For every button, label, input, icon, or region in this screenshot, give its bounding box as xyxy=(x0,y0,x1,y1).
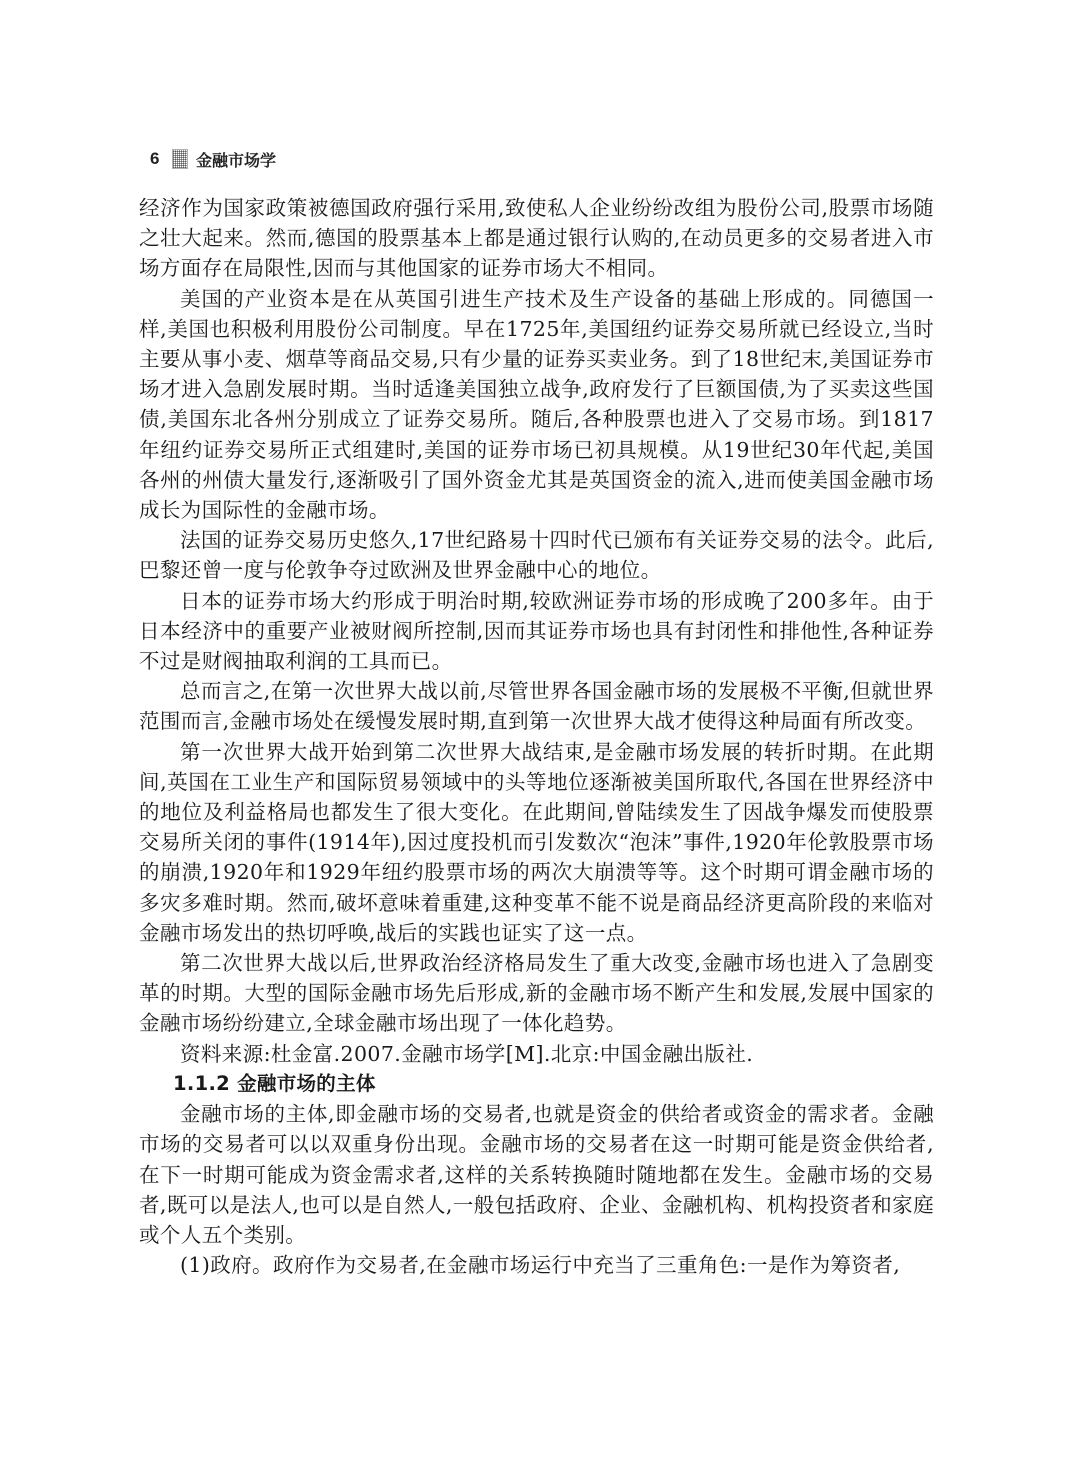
paragraph-summary: 总而言之,在第一次世界大战以前,尽管世界各国金融市场的发展极不平衡,但就世界范围而言,金融市场处在缓慢发展时期,直到第一次世界大战才使得这种局面有所改变。 xyxy=(139,679,934,734)
paragraph-usa: 美国的产业资本是在从英国引进生产技术及生产设备的基础上形成的。同德国一样,美国也积极利用股份公司制度。早在1725年,美国纽约证券交易所就已经设立,当时主要从事小麦、烟草等商品交易,只有少量的证券买卖业务。到了18世纪末,美国证券市场才进入急剧发展时期。当时适逢美国独立战争,政府发行了巨额国债,为了买卖这些国债,美国东北各州分别成立了证券交易所。随后,各种股票也进入了交易市场。到1817年纽约证券交易所正式组建时,美国的证券市场已初具规模。从19世纪30年代起,美国各州的州债大量发行,逐渐吸引了国外资金尤其是英国资金的流入,进而使美国金融市场成长为国际性的金融市场。 xyxy=(139,286,934,523)
paragraph-interwar: 第一次世界大战开始到第二次世界大战结束,是金融市场发展的转折时期。在此期间,英国在工业生产和国际贸易领域中的头等地位逐渐被美国所取代,各国在世界经济中的地位及利益格局也都发生了很大变化。在此期间,曾陆续发生了因战争爆发而使股票交易所关闭的事件(1914年),因过度投机而引发数次“泡沫”事件,1920年伦敦股票市场的崩溃,1920年和1929年纽约股票市场的两次大崩溃等等。这个时期可谓金融市场的多灾多难时期。然而,破坏意味着重建,这种变革不能不说是商品经济更高阶段的来临对金融市场发出的热切呼唤,战后的实践也证实了这一点。 xyxy=(139,739,934,945)
paragraph-france: 法国的证券交易历史悠久,17世纪路易十四时代已颁布有关证券交易的法令。此后,巴黎还曾一度与伦敦争夺过欧洲及世界金融中心的地位。 xyxy=(139,528,934,583)
page-body xyxy=(139,193,934,1280)
page-header xyxy=(150,146,276,172)
section-heading: 1.1.2 金融市场的主体 xyxy=(173,1071,376,1095)
page-number: 6 xyxy=(150,149,160,168)
paragraph-government: (1)政府。政府作为交易者,在金融市场运行中充当了三重角色:一是作为筹资者, xyxy=(180,1253,901,1278)
book-title: 金融市场学 xyxy=(196,150,277,170)
paragraph-market-participants: 金融市场的主体,即金融市场的交易者,也就是资金的供给者或资金的需求者。金融市场的交易者可以以双重身份出现。金融市场的交易者在这一时期可能是资金供给者,在下一时期可能成为资金需求者,这样的关系转换随时随地都在发生。金融市场的交易者,既可以是法人,也可以是自然人,一般包括政府、企业、金融机构、机构投资者和家庭或个人五个类别。 xyxy=(139,1102,934,1247)
paragraph-continuation: 经济作为国家政策被德国政府强行采用,致使私人企业纷纷改组为股份公司,股票市场随之壮大起来。然而,德国的股票基本上都是通过银行认购的,在动员更多的交易者进入市场方面存在局限性,因而与其他国家的证券市场大不相同。 xyxy=(139,196,934,281)
header-decoration xyxy=(172,149,188,169)
paragraph-postwar: 第二次世界大战以后,世界政治经济格局发生了重大改变,金融市场也进入了急剧变革的时期。大型的国际金融市场先后形成,新的金融市场不断产生和发展,发展中国家的金融市场纷纷建立,全球金融市场出现了一体化趋势。 xyxy=(139,951,934,1036)
paragraph-japan: 日本的证券市场大约形成于明治时期,较欧洲证券市场的形成晚了200多年。由于日本经济中的重要产业被财阀所控制,因而其证券市场也具有封闭性和排他性,各种证券不过是财阀抽取利润的工具而已。 xyxy=(139,588,934,674)
source-citation: 资料来源:杜金富.2007.金融市场学[M].北京:中国金融出版社. xyxy=(180,1041,754,1066)
